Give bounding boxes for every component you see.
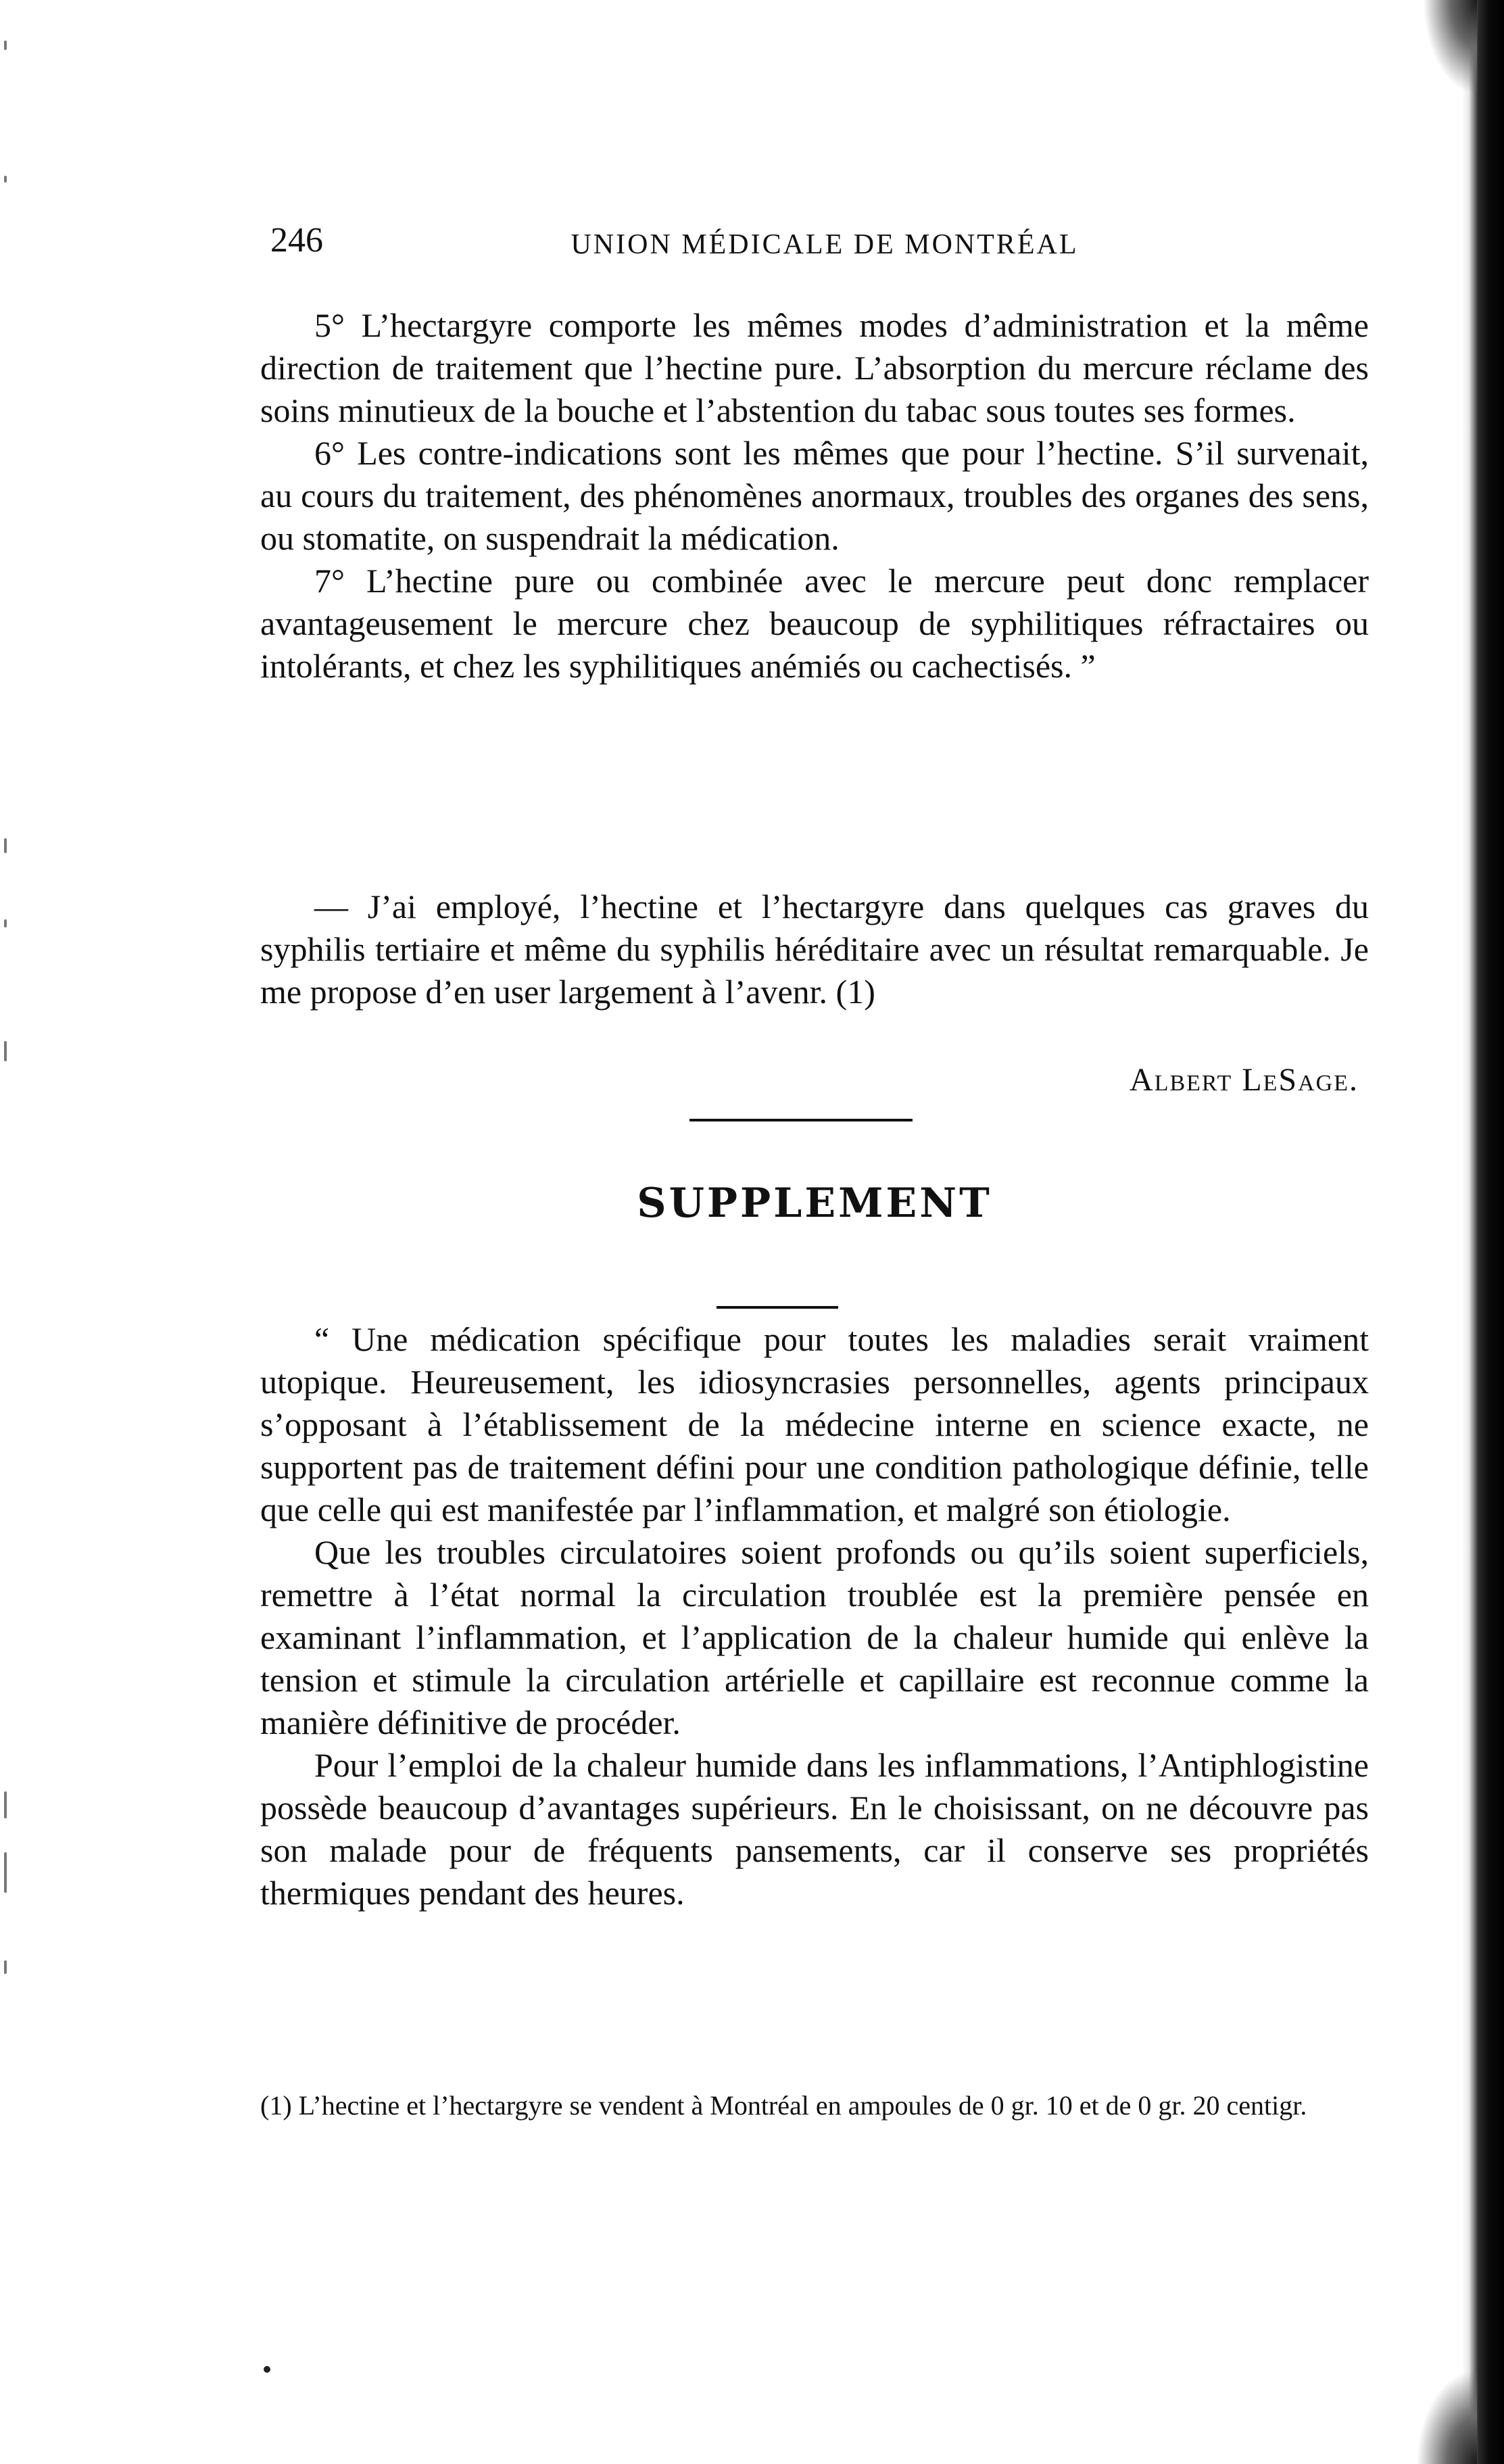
footnote-text: (1) L’hectine et l’hectargyre se vendent à Montréal en ampoules de 0 gr. 10 et de 0 gr. 20 centigr. — [260, 2090, 1307, 2121]
speck — [4, 1791, 7, 1818]
speck — [4, 919, 7, 927]
paragraph: Que les troubles circulatoires soient profonds ou qu’ils soient superficiels, remettre à l’état normal la circulation troublée est la première pensée en examinant l’inflammation, et l’application de la chaleur humide qui enlève la tension et stimule la circulation artérielle et capillaire est reconnue comme la manière définitive de procéder. — [260, 1533, 1369, 1741]
scan-edge-shadow — [1462, 0, 1504, 2464]
speck — [4, 1960, 7, 1974]
speck — [4, 1852, 7, 1893]
running-title: UNION MÉDICALE DE MONTRÉAL — [571, 229, 1079, 260]
scan-edge-bottom-shadow — [1416, 2369, 1477, 2464]
speck — [4, 1041, 7, 1061]
paragraph: 5° L’hectargyre comporte les mêmes modes d’administration et la même direction de traitement que l’hectine pure. L’absorption du mercure réclame des soins minutieux de la bouche et l’abstention du tabac sous toutes ses formes. — [260, 306, 1369, 429]
page-number: 246 — [270, 221, 323, 260]
closing-remarks — [260, 886, 1369, 1013]
speck — [4, 176, 7, 183]
article-body — [260, 304, 1369, 687]
paragraph: 7° L’hectine pure ou combinée avec le mercure peut donc remplacer avantageusement le mercure chez beaucoup de syphilitiques réfractaires ou intolérants, et chez les syphilitiques anémiés ou cachectisés. ” — [260, 562, 1369, 685]
speck — [4, 41, 7, 50]
footnote — [260, 2089, 1369, 2123]
author-signature: Albert LeSage. — [1130, 1062, 1359, 1098]
paragraph: 6° Les contre-indications sont les mêmes que pour l’hectine. S’il survenait, au cours du traitement, des phénomènes anormaux, troubles des organes des sens, ou stomatite, on suspendrait la médication. — [260, 434, 1369, 557]
supplement-body — [260, 1318, 1369, 1914]
scan-edge-top-shadow — [1423, 0, 1477, 95]
section-title: SUPPLEMENT — [637, 1180, 992, 1227]
paragraph: — J’ai employé, l’hectine et l’hectargyre dans quelques cas graves du syphilis tertiaire et même du syphilis héréditaire avec un résultat remarquable. Je me propose d’en user largement à l’avenr. (1) — [260, 888, 1369, 1011]
page-header — [270, 216, 1379, 277]
left-margin-specks — [4, 0, 18, 2464]
ink-dot — [264, 2366, 270, 2373]
title-underline — [717, 1306, 838, 1309]
paragraph: “ Une médication spécifique pour toutes les maladies serait vraiment utopique. Heureusement, les idiosyncrasies personnelles, agents principaux s’opposant à l’établissement de la médecine interne en science exacte, ne supportent pas de traitement défini pour une condition pathologique définie, telle que celle qui est manifestée par l’inflammation, et malgré son étiologie. — [260, 1320, 1369, 1528]
speck — [4, 838, 7, 853]
section-divider — [689, 1119, 913, 1121]
paragraph: Pour l’emploi de la chaleur humide dans les inflammations, l’Antiphlogistine possède beaucoup d’avantages supérieurs. En le choisissant, on ne découvre pas son malade pour de fréquents pansements, car il conserve ses propriétés thermiques pendant des heures. — [260, 1746, 1369, 1912]
